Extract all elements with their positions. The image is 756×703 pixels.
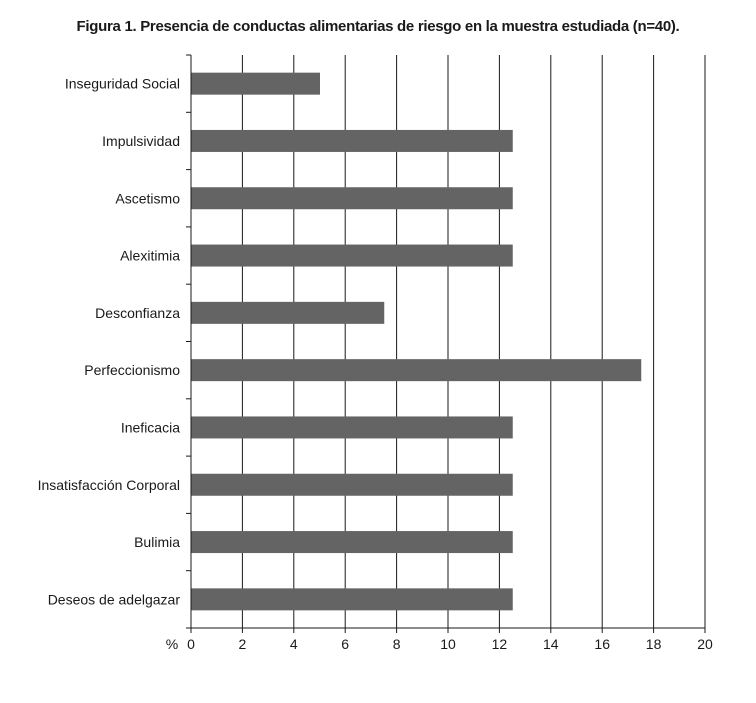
category-label: Perfeccionismo — [84, 362, 180, 379]
category-label: Ineficacia — [120, 419, 180, 436]
category-label: Desconfianza — [95, 304, 180, 321]
category-labels — [38, 76, 181, 608]
x-tick-label: 0 — [187, 636, 195, 652]
category-label: Inseguridad Social — [64, 75, 180, 92]
bar — [192, 588, 513, 610]
x-tick-label: 20 — [697, 636, 713, 652]
bar — [192, 474, 513, 496]
tick-labels — [187, 636, 713, 652]
category-label: Alexitimia — [120, 247, 180, 264]
bars — [192, 73, 642, 611]
category-label: Deseos de adelgazar — [47, 591, 180, 608]
x-tick-label: 6 — [341, 636, 350, 652]
x-tick-label: 4 — [289, 636, 298, 652]
bar — [192, 187, 513, 209]
x-tick-label: 8 — [392, 636, 401, 652]
bar — [192, 302, 385, 324]
category-label: Insatisfacción Corporal — [37, 476, 180, 493]
category-label: Ascetismo — [115, 190, 180, 207]
x-tick-label: 18 — [645, 636, 662, 652]
category-label: Impulsividad — [102, 132, 180, 149]
chart-title: Figura 1. Presencia de conductas alimentarias de riesgo en la muestra estudiada (n=40). — [76, 18, 680, 35]
x-tick-label: 14 — [543, 636, 559, 652]
bar — [192, 531, 513, 553]
x-tick-label: 16 — [594, 636, 610, 652]
x-tick-label: 12 — [491, 636, 508, 652]
bar — [192, 130, 513, 152]
x-tick-label: 10 — [440, 636, 456, 652]
bar — [192, 359, 642, 381]
bar — [192, 73, 321, 95]
x-axis-unit-label: % — [165, 636, 179, 652]
category-label: Bulimia — [134, 534, 180, 551]
bar — [192, 416, 513, 438]
x-tick-label: 2 — [238, 636, 247, 652]
bar — [192, 245, 513, 267]
